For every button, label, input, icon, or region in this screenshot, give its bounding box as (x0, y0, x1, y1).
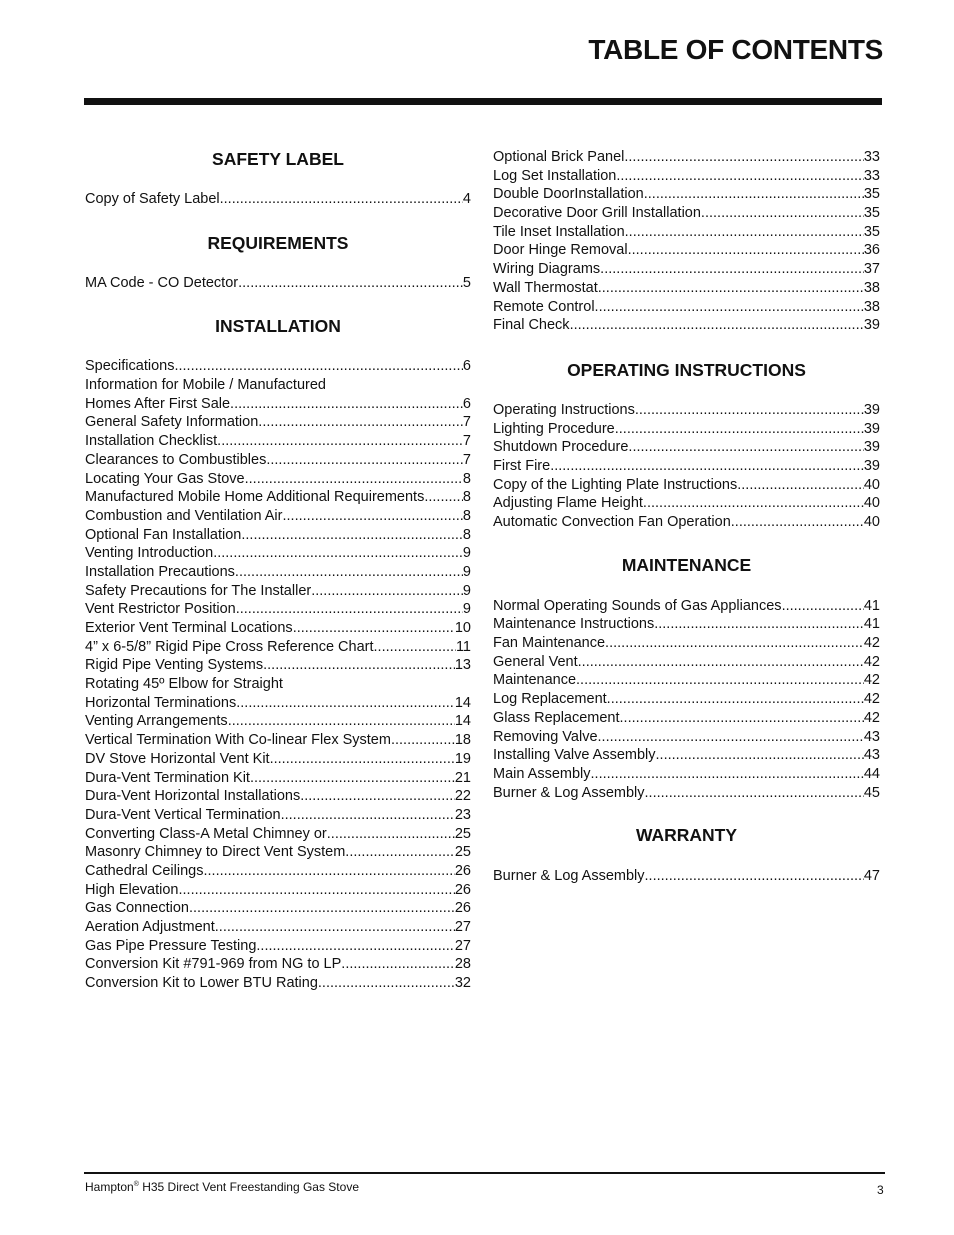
toc-entry-title: General Safety Information (85, 414, 259, 431)
toc-dot-leader (230, 395, 463, 414)
toc-entry (493, 634, 880, 653)
toc-entry-page: 47 (863, 868, 880, 885)
header-rule (84, 98, 882, 105)
toc-entry (85, 638, 471, 657)
toc-entry-title: Venting Arrangements (85, 713, 228, 730)
toc-entry-page: 44 (863, 765, 880, 782)
toc-dot-leader (235, 563, 463, 582)
toc-right-column (493, 145, 880, 886)
toc-dot-leader (174, 357, 462, 376)
toc-entry-page: 23 (454, 806, 471, 823)
toc-entry-page: 33 (863, 149, 880, 165)
toc-entry-title: Venting Introduction (85, 545, 214, 562)
toc-entry-title: Log Replacement (493, 691, 607, 708)
toc-entry (85, 712, 471, 731)
toc-entry-title: Copy of Safety Label (85, 191, 220, 207)
toc-entry (85, 451, 471, 470)
toc-entry (493, 476, 880, 495)
toc-entry (493, 765, 880, 784)
toc-entry-page: 7 (462, 433, 471, 450)
toc-entry (85, 507, 471, 526)
toc-dot-leader (620, 709, 864, 728)
registered-mark: ® (133, 1181, 139, 1188)
toc-entry (85, 600, 471, 619)
toc-dot-leader (701, 204, 864, 223)
toc-dot-leader (644, 185, 864, 204)
toc-entry-title: Conversion Kit to Lower BTU Rating (85, 975, 318, 992)
toc-entry-page: 43 (863, 747, 880, 764)
section-title-safety-label: SAFETY LABEL (212, 149, 344, 169)
toc-entry-page: 26 (454, 881, 471, 898)
toc-entry-page: 7 (462, 414, 471, 431)
toc-entry-page: 39 (863, 317, 880, 334)
toc-entry-title: Wiring Diagrams (493, 261, 601, 278)
toc-entry (85, 675, 471, 694)
toc-entry-title: Rigid Pipe Venting Systems (85, 657, 264, 674)
toc-entry-title: Safety Precautions for The Installer (85, 582, 312, 599)
toc-entry-page: 8 (462, 526, 471, 543)
toc-entry-title: Installation Precautions (85, 563, 235, 580)
toc-entry (493, 615, 880, 634)
toc-entry (85, 413, 471, 432)
toc-entry-title: Conversion Kit #791-969 from NG to LP (85, 956, 342, 973)
toc-entry-page: 19 (454, 750, 471, 767)
toc-entry-title: Aeration Adjustment (85, 919, 215, 935)
toc-entry (85, 582, 471, 601)
toc-entry (85, 190, 471, 209)
toc-entry (85, 376, 471, 395)
toc-entry (85, 937, 471, 956)
toc-dot-leader (215, 918, 455, 937)
toc-entry-title: Door Hinge Removal (493, 242, 628, 259)
toc-dot-leader (635, 401, 864, 420)
toc-entry-page: 25 (454, 825, 471, 842)
toc-entry-page: 38 (863, 298, 880, 315)
toc-dot-leader (605, 634, 864, 653)
toc-entry-title: Maintenance Instructions (493, 616, 655, 633)
toc-entry-page: 27 (454, 937, 471, 954)
toc-entry-title: Tile Inset Installation (493, 223, 625, 240)
toc-dot-leader (283, 507, 463, 526)
toc-dot-leader (318, 974, 455, 993)
toc-dot-leader (228, 712, 455, 731)
toc-entry (493, 671, 880, 690)
toc-entry (493, 457, 880, 476)
toc-entry-title: Locating Your Gas Stove (85, 470, 245, 487)
toc-entry-title: Glass Replacement (493, 709, 620, 726)
toc-dot-leader (643, 494, 864, 513)
toc-entry-title: Double DoorInstallation (493, 186, 644, 203)
toc-dot-leader (327, 825, 455, 844)
toc-entry-page: 26 (454, 862, 471, 879)
footer-product-name (85, 1180, 359, 1194)
toc-entry-title: Dura-Vent Horizontal Installations (85, 788, 301, 805)
toc-entry-title: General Vent (493, 653, 578, 670)
toc-entry-page: 18 (454, 732, 471, 749)
toc-entry-title: Removing Valve (493, 728, 598, 745)
toc-entry-page: 11 (455, 638, 471, 655)
toc-entry-page: 14 (454, 694, 471, 711)
toc-dot-leader (624, 148, 863, 167)
toc-entry-page: 42 (863, 635, 880, 652)
toc-entry-page: 38 (863, 279, 880, 296)
toc-dot-leader (391, 731, 455, 750)
toc-dot-leader (213, 544, 463, 563)
toc-dot-leader (591, 765, 864, 784)
toc-entry-title: Normal Operating Sounds of Gas Appliances (493, 597, 782, 614)
toc-entry (85, 470, 471, 489)
toc-entry (85, 544, 471, 563)
toc-entry (85, 694, 471, 713)
toc-entry (85, 806, 471, 825)
toc-dot-leader (245, 470, 463, 489)
toc-entry-page: 39 (863, 401, 880, 418)
toc-entry-page: 9 (462, 601, 471, 618)
toc-entry-title: MA Code - CO Detector (85, 274, 239, 291)
toc-dot-leader (628, 241, 864, 260)
toc-entry (85, 488, 471, 507)
toc-entry-title: First Fire (493, 457, 551, 474)
toc-entry-page: 43 (863, 728, 880, 745)
section-title-warranty: WARRANTY (635, 825, 738, 846)
toc-dot-leader (341, 955, 455, 974)
toc-dot-leader (217, 432, 463, 451)
toc-entry-title: Masonry Chimney to Direct Vent System (85, 844, 346, 861)
toc-entry-page: 9 (462, 545, 471, 562)
toc-entry-title: Horizontal Terminations (85, 694, 237, 711)
footer-rule (84, 1172, 885, 1174)
toc-dot-leader (731, 513, 864, 532)
toc-entry-page: 25 (454, 844, 471, 861)
toc-entry-title: Decorative Door Grill Installation (493, 205, 701, 222)
toc-entry (493, 204, 880, 223)
toc-entry (493, 148, 880, 167)
toc-entry (493, 597, 880, 616)
toc-entry-page: 5 (462, 274, 471, 291)
toc-entry-title: Gas Connection (85, 900, 189, 917)
section-title-maintenance: MAINTENANCE (621, 554, 752, 575)
toc-entry-title: Installing Valve Assembly (493, 747, 656, 764)
toc-entry (85, 656, 471, 675)
toc-entry-page: 14 (454, 713, 471, 730)
toc-entry-page: 4 (462, 191, 471, 207)
toc-dot-leader (238, 274, 463, 293)
toc-dot-leader (189, 899, 455, 918)
toc-dot-leader (250, 769, 455, 788)
toc-dot-leader (258, 413, 463, 432)
section-operating-instructions (493, 401, 880, 532)
toc-entry-page: 28 (454, 956, 471, 973)
toc-entry-title: High Elevation (85, 881, 179, 898)
toc-dot-leader (179, 881, 455, 900)
toc-entry (493, 316, 880, 335)
toc-entry-title: Clearances to Combustibles (85, 451, 267, 468)
footer-product: H35 Direct Vent Freestanding Gas Stove (138, 1180, 359, 1194)
toc-dot-leader (263, 656, 455, 675)
toc-dot-leader (607, 690, 864, 709)
toc-entry (85, 825, 471, 844)
toc-dot-leader (236, 600, 463, 619)
toc-dot-leader (782, 597, 864, 616)
toc-dot-leader (220, 190, 463, 209)
toc-entry (493, 709, 880, 728)
toc-entry-title: Main Assembly (493, 765, 591, 782)
toc-entry-title: Remote Control (493, 298, 595, 315)
toc-entry-page: 8 (462, 507, 471, 524)
toc-entry-page: 26 (454, 900, 471, 917)
toc-dot-leader (300, 787, 455, 806)
toc-entry-title: Converting Class-A Metal Chimney or (85, 825, 327, 842)
section-maintenance (493, 597, 880, 803)
toc-entry (493, 494, 880, 513)
toc-entry (85, 843, 471, 862)
toc-entry (493, 728, 880, 747)
toc-entry-page: 8 (462, 489, 471, 506)
toc-entry-title: DV Stove Horizontal Vent Kit (85, 750, 270, 767)
toc-entry-page: 40 (863, 514, 880, 530)
toc-entry-title: Rotating 45º Elbow for Straight (85, 676, 283, 693)
toc-dot-leader (645, 784, 864, 803)
toc-dot-leader (570, 316, 864, 335)
toc-entry-page: 6 (462, 358, 471, 375)
toc-dot-leader (550, 457, 864, 476)
toc-entry-title: Optional Fan Installation (85, 526, 242, 543)
toc-entry-title: Dura-Vent Vertical Termination (85, 806, 281, 823)
section-title-installation: INSTALLATION (215, 316, 341, 337)
toc-dot-leader (616, 167, 864, 186)
toc-entry (85, 731, 471, 750)
toc-entry-page: 45 (863, 784, 880, 801)
toc-dot-leader (270, 750, 455, 769)
toc-entry (85, 563, 471, 582)
toc-entry (493, 223, 880, 242)
toc-entry (493, 260, 880, 279)
toc-entry-page: 27 (454, 919, 471, 935)
toc-entry-title: Cathedral Ceilings (85, 862, 204, 879)
toc-dot-leader (737, 476, 864, 495)
toc-entry (493, 241, 880, 260)
footer-brand: Hampton (85, 1180, 134, 1194)
toc-entry-title: Automatic Convection Fan Operation (493, 514, 731, 530)
toc-entry-page: 35 (863, 223, 880, 240)
toc-dot-leader (424, 488, 463, 507)
toc-dot-leader (615, 420, 864, 439)
toc-entry-title: Wall Thermostat (493, 279, 598, 296)
toc-entry-page: 41 (863, 597, 880, 614)
toc-entry-page: 9 (462, 563, 471, 580)
toc-entry (85, 432, 471, 451)
toc-entry (493, 653, 880, 672)
section-safety-label (85, 190, 471, 209)
toc-dot-leader (598, 279, 864, 298)
toc-entry-page: 35 (863, 205, 880, 222)
toc-entry-page: 42 (863, 709, 880, 726)
toc-entry-title: Exterior Vent Terminal Locations (85, 620, 293, 636)
toc-entry (493, 867, 880, 886)
toc-entry (493, 784, 880, 803)
toc-entry-title: 4” x 6-5/8” Rigid Pipe Cross Reference Chart (85, 638, 374, 655)
toc-entry (85, 750, 471, 769)
toc-entry-page: 36 (863, 242, 880, 259)
toc-dot-leader (578, 653, 864, 672)
toc-entry-title: Vent Restrictor Position (85, 601, 236, 618)
toc-entry-title: Adjusting Flame Height (493, 495, 643, 512)
toc-dot-leader (628, 438, 863, 457)
toc-entry-page: 33 (863, 167, 880, 184)
toc-dot-leader (625, 223, 864, 242)
toc-dot-leader (266, 451, 463, 470)
toc-entry (493, 401, 880, 420)
toc-entry (493, 420, 880, 439)
toc-entry-page: 32 (454, 975, 471, 992)
toc-entry-title: Burner & Log Assembly (493, 868, 645, 885)
section-warranty (493, 867, 880, 886)
toc-entry-page: 21 (454, 769, 471, 786)
toc-entry-title: Shutdown Procedure (493, 439, 629, 456)
toc-entry (85, 619, 471, 638)
toc-dot-leader (598, 728, 864, 747)
toc-dot-leader (241, 526, 463, 545)
toc-entry-title: Log Set Installation (493, 167, 617, 184)
toc-entry (85, 918, 471, 937)
toc-entry (85, 357, 471, 376)
toc-entry (85, 899, 471, 918)
toc-entry-title: Gas Pipe Pressure Testing (85, 937, 257, 954)
toc-entry-page: 40 (863, 476, 880, 493)
section-requirements (85, 274, 471, 293)
toc-entry (85, 881, 471, 900)
section-installation (85, 357, 471, 992)
toc-entry-page: 13 (454, 657, 471, 674)
toc-entry-page: 22 (454, 788, 471, 805)
toc-dot-leader (656, 746, 864, 765)
toc-entry-page: 6 (462, 395, 471, 412)
toc-entry-page: 41 (863, 616, 880, 633)
toc-entry-page: 40 (863, 495, 880, 512)
toc-entry (85, 274, 471, 293)
toc-entry-page: 39 (863, 457, 880, 474)
toc-entry-page: 9 (462, 582, 471, 599)
toc-entry (493, 185, 880, 204)
toc-entry (85, 787, 471, 806)
toc-entry-title: Installation Checklist (85, 433, 218, 450)
toc-entry (493, 746, 880, 765)
toc-dot-leader (576, 671, 864, 690)
toc-entry-title: Fan Maintenance (493, 635, 606, 652)
toc-dot-leader (654, 615, 864, 634)
toc-entry (493, 279, 880, 298)
toc-entry-page: 8 (462, 470, 471, 487)
toc-entry-page: 42 (863, 691, 880, 708)
toc-left-column (85, 145, 471, 993)
toc-entry-title: Dura-Vent Termination Kit (85, 769, 250, 786)
toc-dot-leader (203, 862, 454, 881)
toc-entry-title: Vertical Termination With Co-linear Flex System (85, 732, 391, 749)
page-title: TABLE OF CONTENTS (588, 34, 883, 65)
section-installation-continued (493, 148, 880, 335)
toc-entry-page: 37 (863, 261, 880, 278)
toc-entry (493, 513, 880, 532)
toc-entry-title: Lighting Procedure (493, 420, 615, 437)
toc-dot-leader (256, 937, 454, 956)
toc-entry (85, 955, 471, 974)
toc-entry-title: Information for Mobile / Manufactured (85, 377, 326, 394)
toc-entry-title: Burner & Log Assembly (493, 784, 645, 801)
toc-entry-title: Final Check (493, 317, 570, 334)
toc-entry-title: Copy of the Lighting Plate Instructions (493, 476, 738, 493)
toc-entry-page: 42 (863, 672, 880, 689)
toc-entry-title: Operating Instructions (493, 401, 635, 418)
toc-entry (493, 298, 880, 317)
toc-entry-title: Maintenance (493, 672, 577, 689)
toc-dot-leader (236, 694, 455, 713)
toc-entry-page: 7 (462, 451, 471, 468)
toc-entry (493, 438, 880, 457)
toc-entry-page: 35 (863, 186, 880, 203)
toc-entry (85, 395, 471, 414)
toc-entry (493, 690, 880, 709)
section-title-requirements: REQUIREMENTS (207, 232, 349, 253)
toc-entry (85, 974, 471, 993)
toc-dot-leader (645, 867, 864, 886)
toc-entry-title: Specifications (85, 358, 175, 375)
toc-dot-leader (281, 806, 455, 825)
toc-entry-page: 42 (863, 653, 880, 670)
toc-entry-title: Homes After First Sale (85, 395, 231, 412)
toc-entry-title: Manufactured Mobile Home Additional Requirements (85, 489, 425, 506)
toc-entry (493, 167, 880, 186)
toc-dot-leader (311, 582, 463, 601)
toc-entry (85, 769, 471, 788)
toc-dot-leader (293, 619, 455, 638)
toc-dot-leader (345, 843, 455, 862)
toc-entry-title: Combustion and Ventilation Air (85, 507, 283, 524)
toc-entry-page: 39 (863, 420, 880, 437)
toc-dot-leader (374, 638, 456, 657)
section-title-operating-instructions: OPERATING INSTRUCTIONS (567, 359, 806, 380)
toc-entry-title: Optional Brick Panel (493, 149, 625, 165)
toc-dot-leader (600, 260, 864, 279)
toc-entry (85, 862, 471, 881)
toc-entry (85, 526, 471, 545)
toc-entry-page: 10 (454, 620, 471, 636)
toc-entry-page: 39 (863, 439, 880, 456)
page-number: 3 (877, 1183, 884, 1197)
toc-dot-leader (595, 298, 864, 317)
